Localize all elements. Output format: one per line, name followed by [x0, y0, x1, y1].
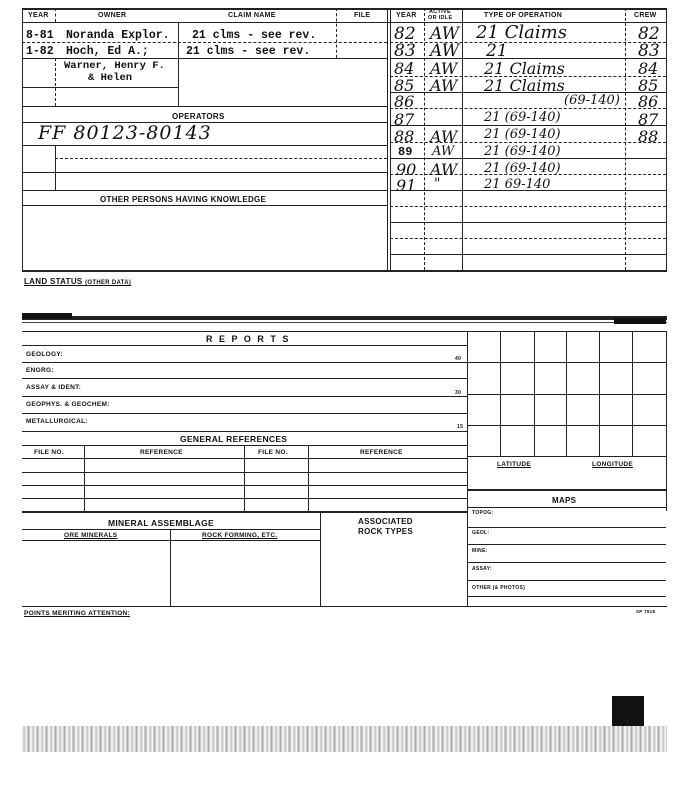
activity-row-8-type: 21 (69-140)	[484, 144, 561, 159]
activity-row-3-type: 21 Claims	[484, 59, 565, 78]
owner-row-1-claim: 21 clms - see rev.	[192, 29, 317, 42]
activity-row-5-type: (69-140)	[564, 93, 620, 108]
activity-row-9-status: AW	[430, 160, 458, 179]
points-meriting-attention-label: POINTS MERITING ATTENTION:	[24, 610, 131, 617]
activity-row-5-crew: 86	[638, 92, 659, 111]
activity-row-1-status: AW	[430, 24, 460, 44]
ref-col-reference-2: REFERENCE	[360, 449, 403, 456]
col-header-active: ACTIVE	[429, 9, 451, 15]
ref-col-file-no-1: FILE NO.	[34, 449, 64, 456]
report-geology-num: 40	[455, 356, 462, 362]
scan-noise-band	[22, 726, 667, 752]
activity-row-6-year: 87	[394, 110, 415, 129]
activity-row-2-year: 83	[394, 41, 416, 61]
activity-row-1-year: 82	[394, 24, 416, 44]
rock-types-label: ROCK TYPES	[358, 527, 414, 536]
activity-row-1-crew: 82	[638, 24, 660, 44]
activity-row-10-type: 21 69-140	[484, 177, 551, 192]
scan-black-block	[612, 696, 644, 726]
activity-row-3-status: AW	[430, 59, 458, 78]
owner-extra-1: Warner, Henry F.	[64, 60, 165, 72]
report-metallurgical-num: 15	[457, 424, 464, 430]
col-header-crew: CREW	[634, 12, 657, 19]
report-assay-label: ASSAY & IDENT:	[26, 384, 82, 391]
col-header-claim-name: CLAIM NAME	[228, 12, 276, 19]
report-metallurgical-label: METALLURGICAL:	[26, 418, 88, 425]
activity-row-6-crew: 87	[638, 110, 659, 129]
activity-row-5-year: 86	[394, 92, 415, 111]
report-assay-num: 30	[455, 390, 462, 396]
col-header-type-of-operation: TYPE OF OPERATION	[484, 12, 563, 19]
owner-extra-2: & Helen	[88, 72, 133, 84]
mineral-assemblage-title: MINERAL ASSEMBLAGE	[108, 518, 214, 528]
ref-col-reference-1: REFERENCE	[140, 449, 183, 456]
form-code: SP 7818	[636, 609, 656, 614]
ore-minerals-label: ORE MINERALS	[64, 532, 118, 539]
activity-row-10-status: "	[434, 176, 441, 192]
latitude-label: LATITUDE	[497, 461, 532, 468]
col-header-owner: OWNER	[98, 12, 127, 19]
owner-row-1-year: 8-81	[26, 29, 54, 42]
activity-row-2-status: AW	[430, 41, 460, 61]
report-engrg-label: ENGRG:	[26, 367, 54, 374]
report-geophys-label: GEOPHYS. & GEOCHEM:	[26, 401, 110, 408]
other-persons-label: OTHER PERSONS HAVING KNOWLEDGE	[100, 195, 267, 204]
activity-row-2-type: 21	[486, 41, 508, 61]
activity-row-4-status: AW	[430, 76, 458, 95]
activity-row-8-status: AW	[432, 144, 455, 159]
maps-geol: GEOL:	[472, 530, 490, 536]
maps-topog: TOPOG:	[472, 510, 494, 516]
maps-title: MAPS	[552, 496, 577, 505]
owner-row-2-claim: 21 clms - see rev.	[186, 45, 311, 58]
col-header-file: FILE	[354, 12, 371, 19]
col-header-or-idle: OR IDLE	[428, 15, 453, 21]
ref-col-file-no-2: FILE NO.	[258, 449, 288, 456]
activity-row-3-year: 84	[394, 59, 415, 78]
operators-label: OPERATORS	[172, 112, 225, 121]
activity-row-9-type: 21 (69-140)	[484, 161, 561, 176]
land-status-label: LAND STATUS (OTHER DATA)	[24, 277, 132, 286]
general-references-title: GENERAL REFERENCES	[180, 434, 288, 444]
associated-label: ASSOCIATED	[358, 517, 413, 526]
report-geology-label: GEOLOGY:	[26, 351, 63, 358]
reports-title: R E P O R T S	[206, 334, 291, 344]
section-separator	[22, 316, 667, 320]
activity-row-3-crew: 84	[638, 59, 659, 78]
maps-assay: ASSAY:	[472, 566, 492, 572]
maps-mine: MINE:	[472, 548, 488, 554]
activity-row-9-year: 90	[396, 160, 417, 179]
longitude-label: LONGITUDE	[592, 461, 633, 468]
activity-row-2-crew: 83	[638, 41, 660, 61]
activity-row-4-crew: 85	[638, 76, 659, 95]
maps-other: OTHER (& PHOTOS)	[472, 585, 526, 591]
rock-forming-label: ROCK FORMING, ETC.	[202, 532, 278, 539]
activity-row-7-type: 21 (69-140)	[484, 127, 561, 142]
owner-row-2-owner: Hoch, Ed A.;	[66, 45, 149, 58]
col-header-year-2: YEAR	[396, 12, 417, 19]
owner-row-1-owner: Noranda Explor.	[66, 29, 170, 42]
activity-row-8-year: 89	[398, 145, 413, 159]
activity-row-4-type: 21 Claims	[484, 76, 565, 95]
activity-row-6-type: 21 (69-140)	[484, 110, 561, 125]
col-header-year: YEAR	[28, 12, 49, 19]
activity-row-4-year: 85	[394, 76, 415, 95]
operators-note: FF 80123-80143	[38, 122, 212, 144]
activity-row-1-type: 21 Claims	[476, 22, 567, 43]
activity-row-7-status: AW	[430, 127, 458, 146]
activity-row-10-year: 91	[396, 176, 417, 195]
owner-row-2-year: 1-82	[26, 45, 54, 58]
activity-row-7-crew: 88	[638, 127, 659, 146]
activity-row-7-year: 88	[394, 127, 415, 146]
